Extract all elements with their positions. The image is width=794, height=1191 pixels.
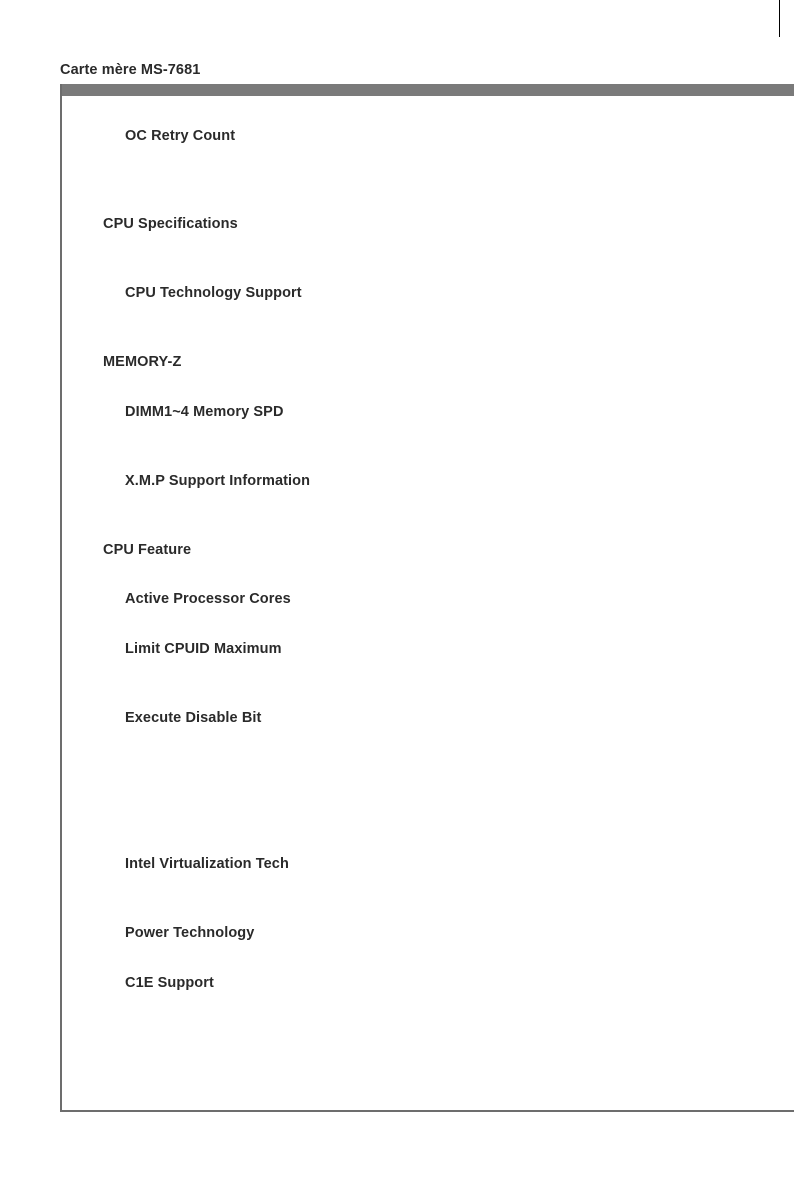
- menu-item-active-processor-cores: Active Processor Cores: [125, 591, 291, 607]
- section-memory-z: MEMORY-Z: [103, 354, 182, 370]
- menu-item-limit-cpuid-maximum: Limit CPUID Maximum: [125, 641, 282, 657]
- section-cpu-specifications: CPU Specifications: [103, 216, 238, 232]
- menu-item-intel-virtualization-tech: Intel Virtualization Tech: [125, 856, 289, 872]
- menu-item-cpu-technology-support: CPU Technology Support: [125, 285, 302, 301]
- menu-item-execute-disable-bit: Execute Disable Bit: [125, 710, 262, 726]
- frame-top-bar: [62, 84, 794, 96]
- page-header-title: Carte mère MS-7681: [60, 62, 201, 78]
- menu-item-oc-retry-count: OC Retry Count: [125, 128, 236, 144]
- page-cut-mark: [779, 0, 780, 37]
- menu-item-power-technology: Power Technology: [125, 925, 255, 941]
- menu-item-dimm-memory-spd: DIMM1~4 Memory SPD: [125, 404, 284, 420]
- menu-item-xmp-support-information: X.M.P Support Information: [125, 473, 311, 489]
- section-cpu-feature: CPU Feature: [103, 542, 192, 558]
- menu-item-c1e-support: C1E Support: [125, 975, 214, 991]
